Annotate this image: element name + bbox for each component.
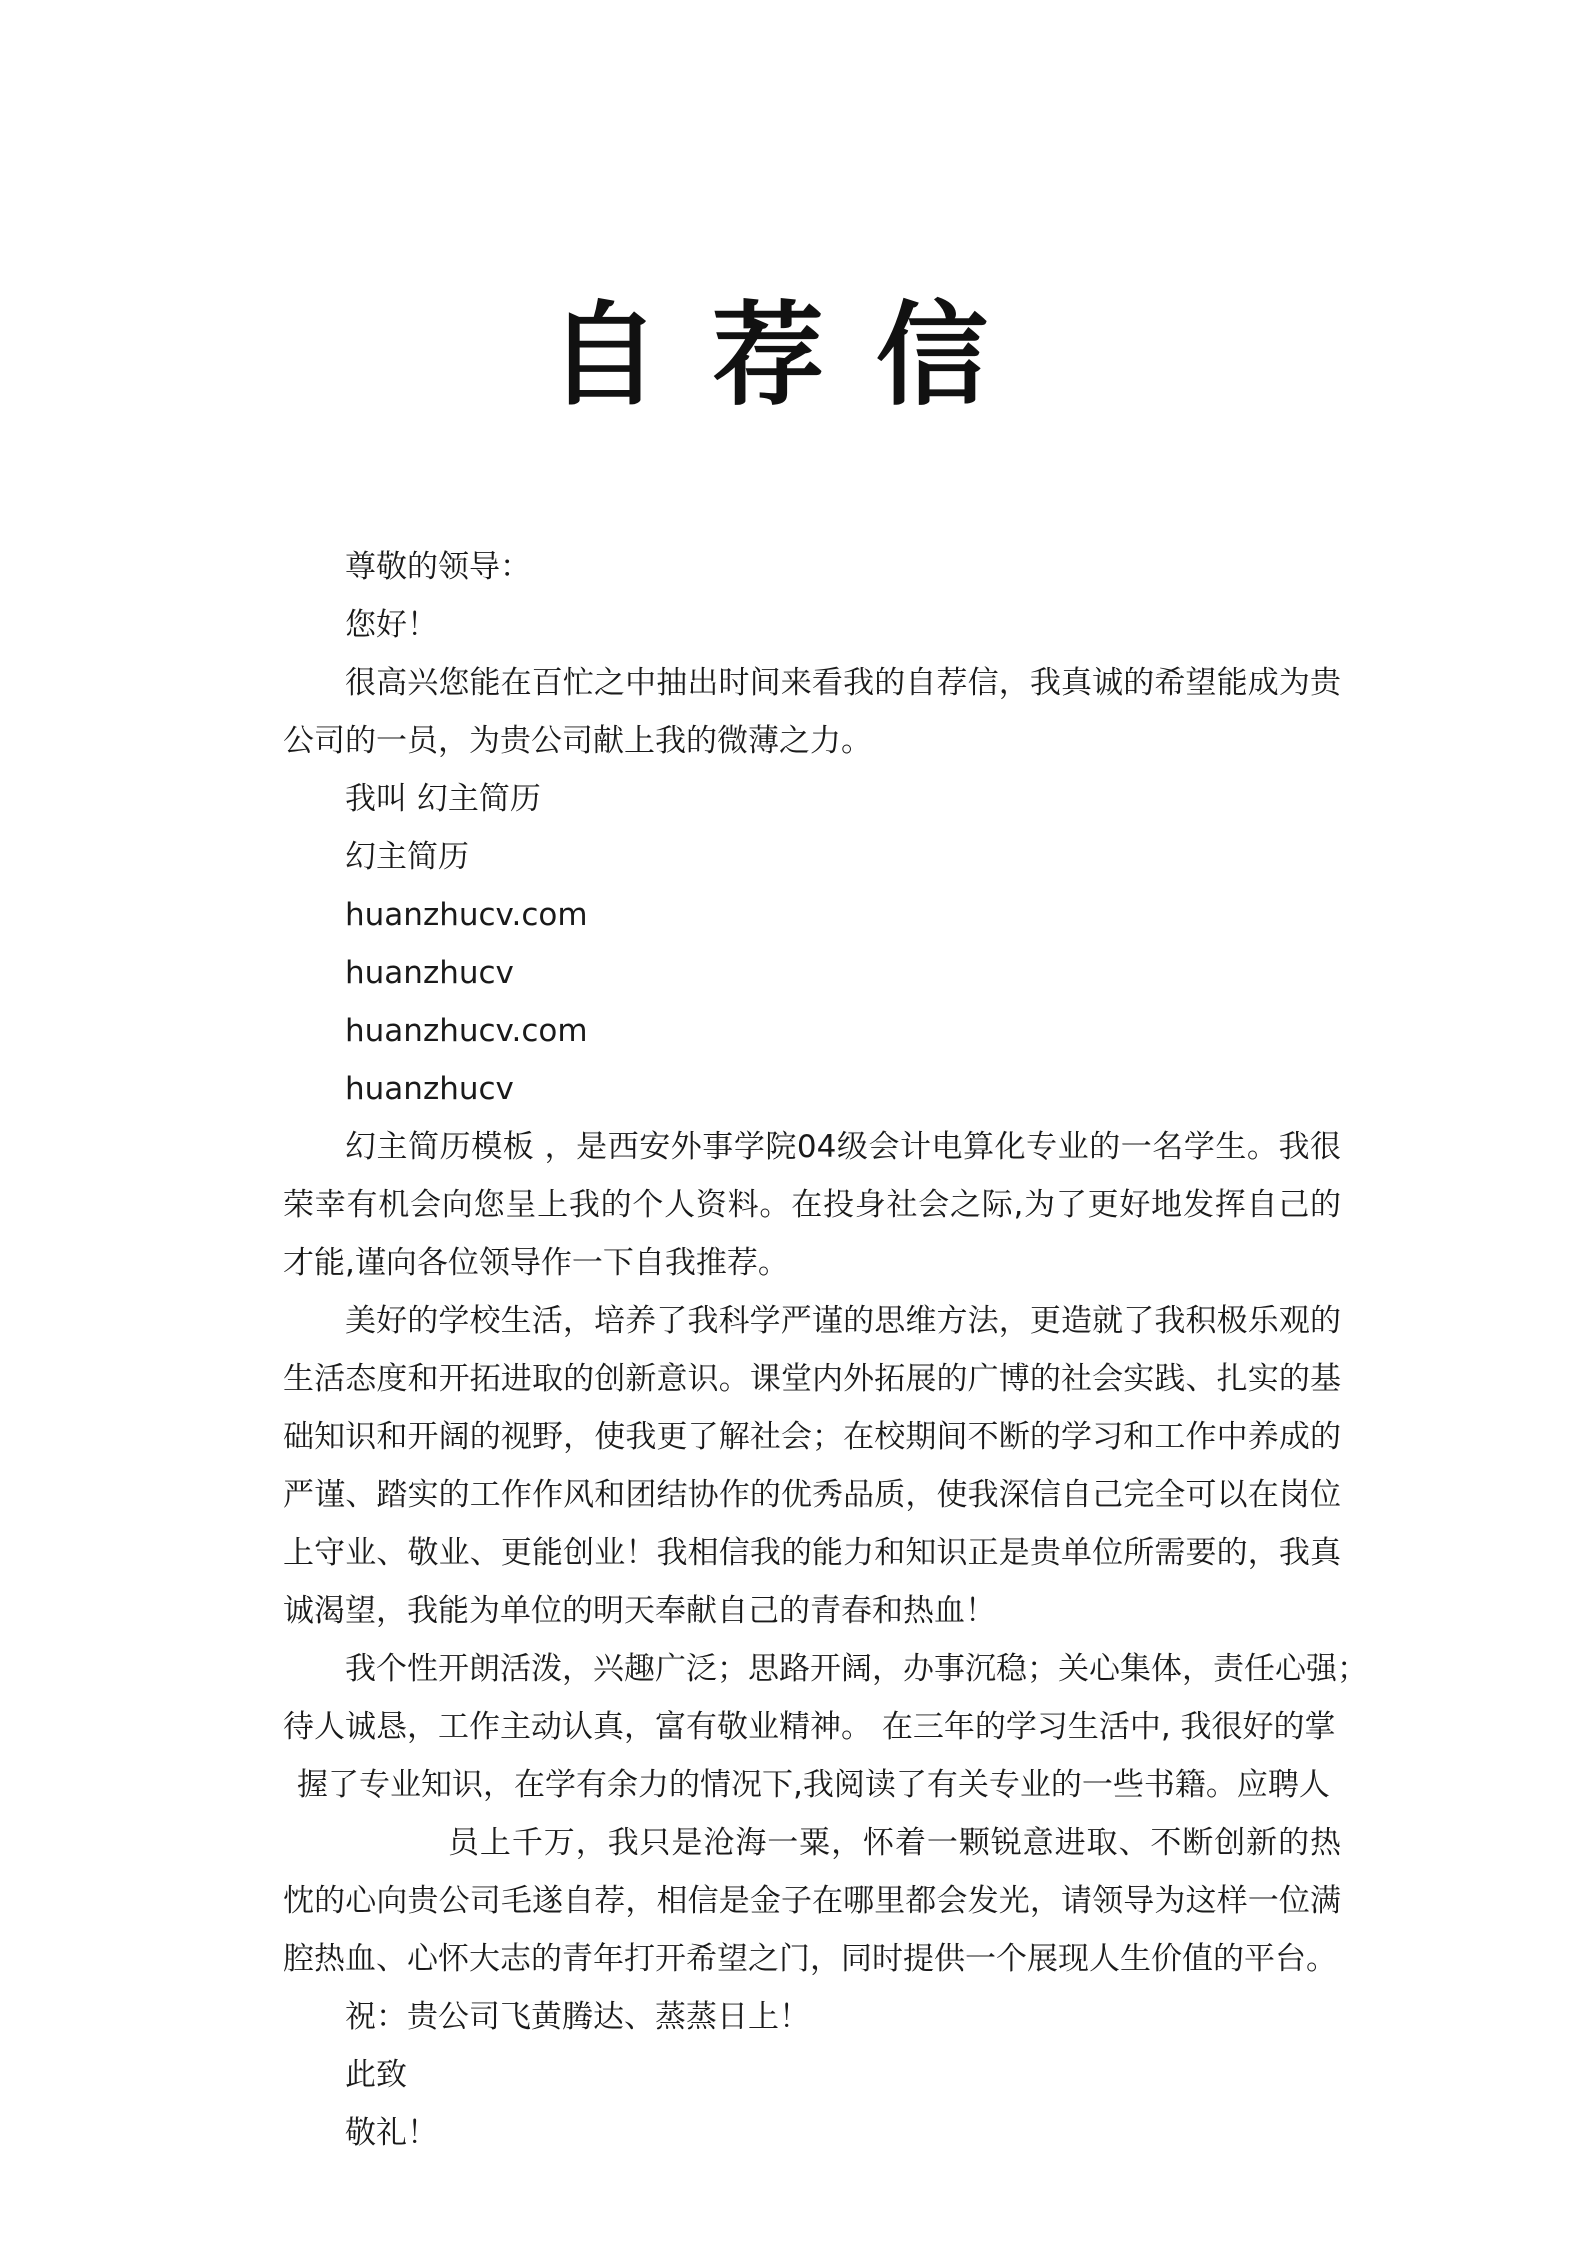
regards-line: 此致 [345, 2057, 407, 2093]
info-line-1: 幻主简历 [345, 839, 469, 875]
self-intro-paragraph: 幻主简历模板 ，是西安外事学院04级会计电算化专业的一名学生。我很荣幸有机会向您呈上我的个人资料。在投身社会之际,为了更好地发挥自己的才能,谨向各位领导作一下自我推荐。 [283, 1129, 1341, 1281]
personality-line-1: 我个性开朗活泼，兴趣广泛；思路开阔，办事沉稳；关心集体，责任心强； [345, 1651, 1368, 1687]
greeting: 您好！ [345, 607, 438, 643]
info-line-4: huanzhucv.com [345, 1013, 588, 1049]
personality-line-2: 待人诚恳，工作主动认真，富有敬业精神。 在三年的学习生活中, 我很好的掌 [283, 1709, 1336, 1745]
wish-line: 祝：贵公司飞黄腾达、蒸蒸日上！ [345, 1999, 810, 2035]
info-line-3: huanzhucv [345, 955, 514, 991]
school-life-paragraph: 美好的学校生活，培养了我科学严谨的思维方法，更造就了我积极乐观的生活态度和开拓进取的创新意识。课堂内外拓展的广博的社会实践、扎实的基础知识和开阔的视野，使我更了解社会；在校期间不断的学习和工作中养成的严谨、踏实的工作作风和团结协作的优秀品质，使我深信自己完全可以在岗位上守业、敬业、更能创业！我相信我的能力和知识正是贵单位所需要的，我真诚渴望，我能为单位的明天奉献自己的青春和热血！ [283, 1303, 1341, 1629]
page-title: 自荐信 [548, 291, 1040, 421]
name-line: 我叫 幻主简历 [345, 781, 541, 817]
personality-line-3: 握了专业知识，在学有余力的情况下,我阅读了有关专业的一些书籍。应聘人 [297, 1767, 1330, 1803]
info-line-5: huanzhucv [345, 1071, 514, 1107]
salutation: 尊敬的领导： [345, 549, 531, 585]
salute-line: 敬礼！ [345, 2115, 438, 2151]
letter-body [283, 538, 1368, 2162]
intro-paragraph: 很高兴您能在百忙之中抽出时间来看我的自荐信，我真诚的希望能成为贵公司的一员，为贵公司献上我的微薄之力。 [283, 665, 1341, 759]
closing-paragraph: 员上千万，我只是沧海一粟，怀着一颗锐意进取、不断创新的热忱的心向贵公司毛遂自荐，相信是金子在哪里都会发光，请领导为这样一位满腔热血、心怀大志的青年打开希望之门，同时提供一个展现人生价值的平台。 [283, 1825, 1341, 1977]
info-line-2: huanzhucv.com [345, 897, 588, 933]
